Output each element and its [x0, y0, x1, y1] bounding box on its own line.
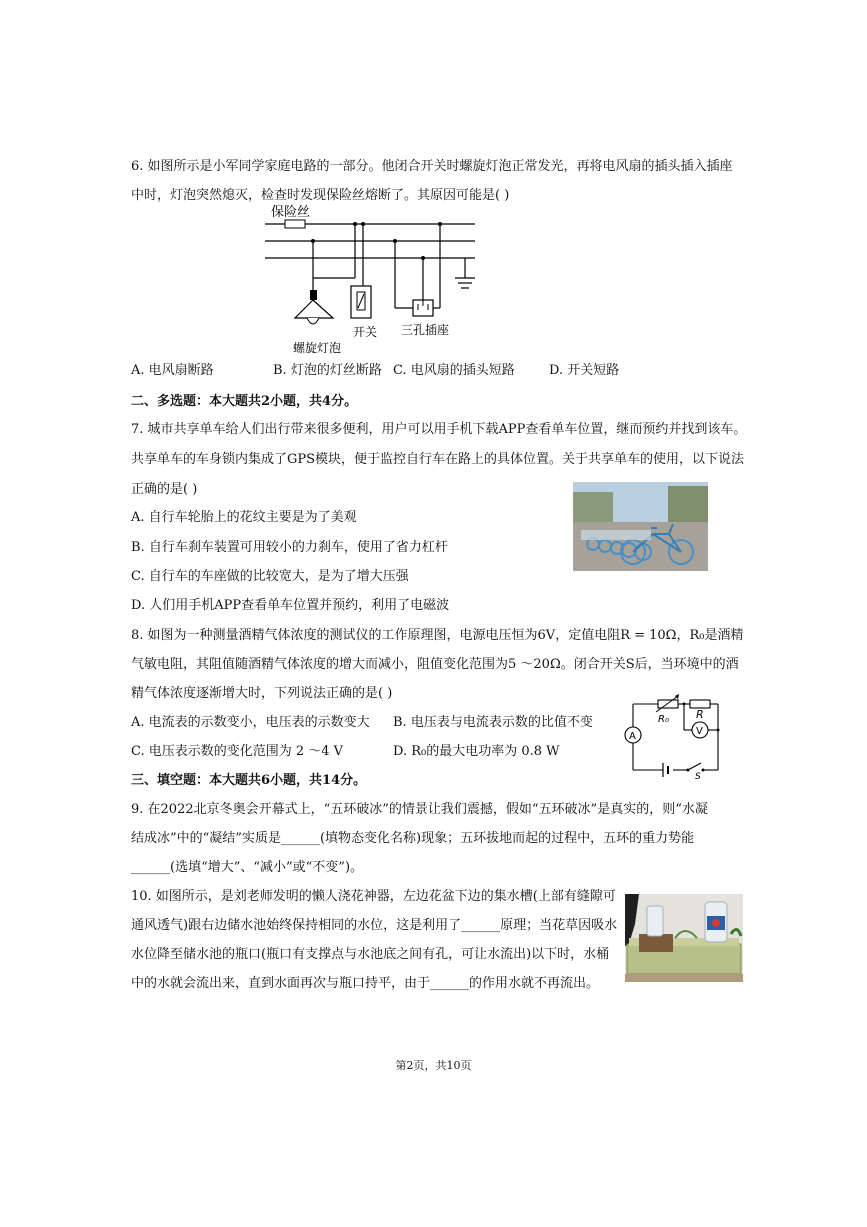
q10-watering-photo: [625, 894, 743, 982]
q6-line-1: 6. 如图所示是小军同学家庭电路的一部分。他闭合开关时螺旋灯泡正常发光，再将电风扇的插头插入插座: [131, 159, 733, 174]
socket-label: 三孔插座: [401, 323, 450, 337]
q7-line-1: 7. 城市共享单车给人们出行带来很多便利，用户可以用手机下载APP查看单车位置，继而预约并找到该车。: [131, 422, 747, 437]
q10-line-1: 10. 如图所示，是刘老师发明的懒人浇花神器，左边花盆下边的集水槽(上部有缝隙可: [131, 889, 616, 904]
q8-circuit-figure: [618, 690, 728, 780]
q6-circuit-figure: [255, 200, 490, 360]
ammeter-label: A: [629, 731, 636, 742]
q9-line-2: 结成冰”中的“凝结”实质是______(填物态变化名称)现象；五环拔地而起的过程中，五环的重力势能: [131, 831, 695, 846]
q6-option-b: B. 灯泡的灯丝断路: [273, 363, 382, 378]
q6-option-c: C. 电风扇的插头短路: [393, 363, 515, 378]
q8-option-d: D. R₀的最大电功率为 0.8 W: [393, 744, 560, 759]
q7-line-2: 共享单车的车身锁内集成了GPS模块，便于监控自行车在路上的具体位置。关于共享单车的使用，以下说法: [131, 452, 745, 467]
q8-option-c: C. 电压表示数的变化范围为 2 ～4 V: [131, 744, 344, 759]
lamp-shade: [295, 300, 333, 318]
q8-line-1: 8. 如图为一种测量酒精气体浓度的测试仪的工作原理图，电源电压恒为6V，定值电阻R = 10Ω，R₀是酒精: [131, 628, 744, 643]
switch-s-label: S: [695, 772, 701, 780]
r-label: R: [696, 708, 704, 721]
r-resistor: [690, 700, 710, 708]
r0-label: R₀: [658, 714, 669, 725]
q7-option-b: B. 自行车刹车装置可用较小的力刹车，使用了省力杠杆: [131, 540, 448, 555]
q7-line-3: 正确的是( ): [131, 482, 198, 497]
q10-line-3: 水位降至储水池的瓶口(瓶口有支撑点与水池底之间有孔，可让水流出)以下时，水桶: [131, 947, 610, 962]
voltmeter-label: V: [696, 726, 703, 737]
q9-line-1: 9. 在2022北京冬奥会开幕式上，“五环破冰”的情景让我们震撼，假如“五环破冰”是真实的，则“水凝: [131, 802, 708, 817]
bulb-label: 螺旋灯泡: [293, 341, 342, 355]
section-heading-fill-in: 三、填空题：本大题共6小题，共14分。: [131, 773, 367, 788]
q7-option-d: D. 人们用手机APP查看单车位置并预约，利用了电磁波: [131, 598, 450, 613]
q6-option-a: A. 电风扇断路: [131, 363, 214, 378]
q7-option-a: A. 自行车轮胎上的花纹主要是为了美观: [131, 510, 357, 525]
q7-option-c: C. 自行车的车座做的比较宽大，是为了增大压强: [131, 569, 409, 584]
q6-option-d: D. 开关短路: [549, 363, 620, 378]
switch-label: 开关: [353, 325, 378, 339]
q9-line-3: ______(选填“增大”、“减小”或“不变”)。: [131, 860, 364, 875]
q6-line-2: 中时，灯泡突然熄灭，检查时发现保险丝熔断了。其原因可能是( ): [131, 188, 510, 203]
q8-line-2: 气敏电阻，其阻值随酒精气体浓度的增大而减小，阻值变化范围为5 ～20Ω。闭合开关S后，当环境中的酒: [131, 657, 739, 672]
q7-bike-photo: [573, 482, 708, 571]
bulb-base: [310, 290, 317, 300]
page-footer: 第2页，共10页: [395, 1059, 472, 1072]
fuse-symbol: [285, 220, 305, 228]
q10-line-2: 通风透气)跟右边储水池始终保持相同的水位，这是利用了______原理；当花草因吸水: [131, 918, 618, 933]
r0-resistor: [658, 700, 678, 708]
q8-option-b: B. 电压表与电流表示数的比值不变: [393, 715, 593, 730]
q10-line-4: 中的水就会流出来，直到水面再次与瓶口持平，由于______的作用水就不再流出。: [131, 976, 600, 991]
q8-line-3: 精气体浓度逐渐增大时，下列说法正确的是( ): [131, 686, 393, 701]
fuse-label: 保险丝: [271, 205, 311, 220]
section-heading-multi-choice: 二、多选题：本大题共2小题，共4分。: [131, 394, 358, 409]
q8-option-a: A. 电流表的示数变小，电压表的示数变大: [131, 715, 370, 730]
